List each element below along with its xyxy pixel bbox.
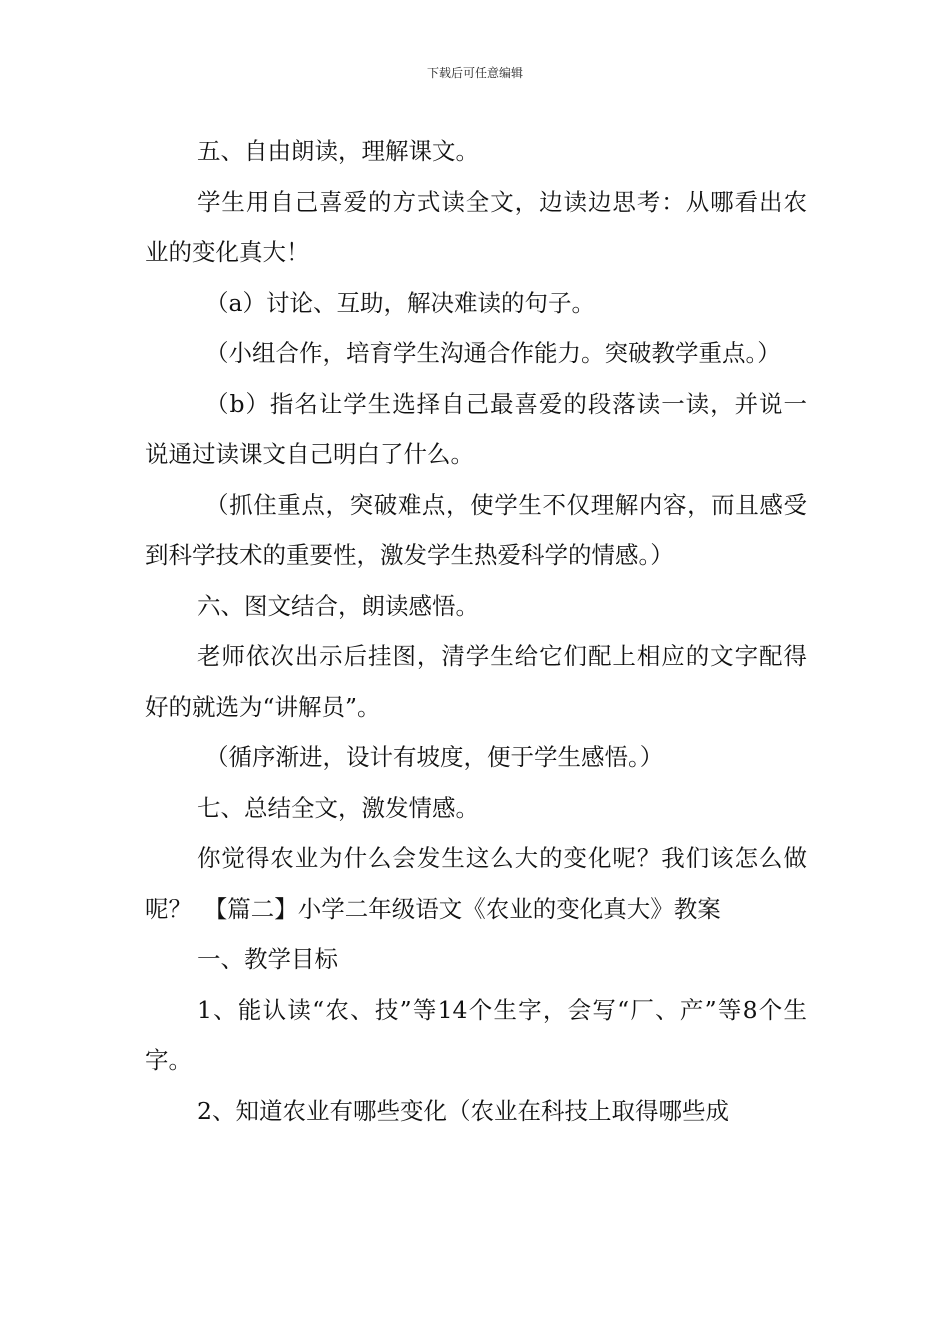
section-heading-7: 七、总结全文，激发情感。 [197, 793, 479, 822]
section-heading-objectives: 一、教学目标 [197, 945, 338, 973]
paragraph: （抓住重点，突破难点，使学生不仅理解内容，而且感受到科学技术的重要性，激发学生热爱科学的情感。） [145, 490, 807, 569]
section-heading-6: 六、图文结合，朗读感悟。 [197, 591, 479, 620]
paragraph: （循序渐进，设计有坡度，便于学生感悟。） [205, 743, 664, 771]
paragraph: 你觉得农业为什么会发生这么大的变化呢？我们该怎么做呢？ 【篇二】小学二年级语文《农业的变化真大》教案 [145, 844, 807, 923]
paragraph: （a）讨论、互助，解决难读的句子。 [205, 288, 596, 317]
paragraph: 老师依次出示后挂图，清学生给它们配上相应的文字配得好的就选为“讲解员”。 [145, 642, 807, 721]
paragraph: 2、知道农业有哪些变化（农业在科技上取得哪些成 [197, 1096, 729, 1125]
paragraph: 学生用自己喜爱的方式读全文，边读边思考：从哪看出农业的变化真大！ [145, 187, 807, 266]
document-body [145, 126, 807, 1136]
section-heading-5: 五、自由朗读，理解课文。 [197, 137, 479, 165]
paragraph: （小组合作，培育学生沟通合作能力。突破教学重点。） [205, 339, 781, 367]
paragraph: 1、能认读“农、技”等14个生字，会写“厂、产”等8个生字。 [145, 995, 807, 1074]
paragraph: （b）指名让学生选择自己最喜爱的段落读一读，并说一说通过读课文自己明白了什么。 [145, 389, 807, 468]
page-header-note: 下载后可任意编辑 [426, 66, 523, 80]
